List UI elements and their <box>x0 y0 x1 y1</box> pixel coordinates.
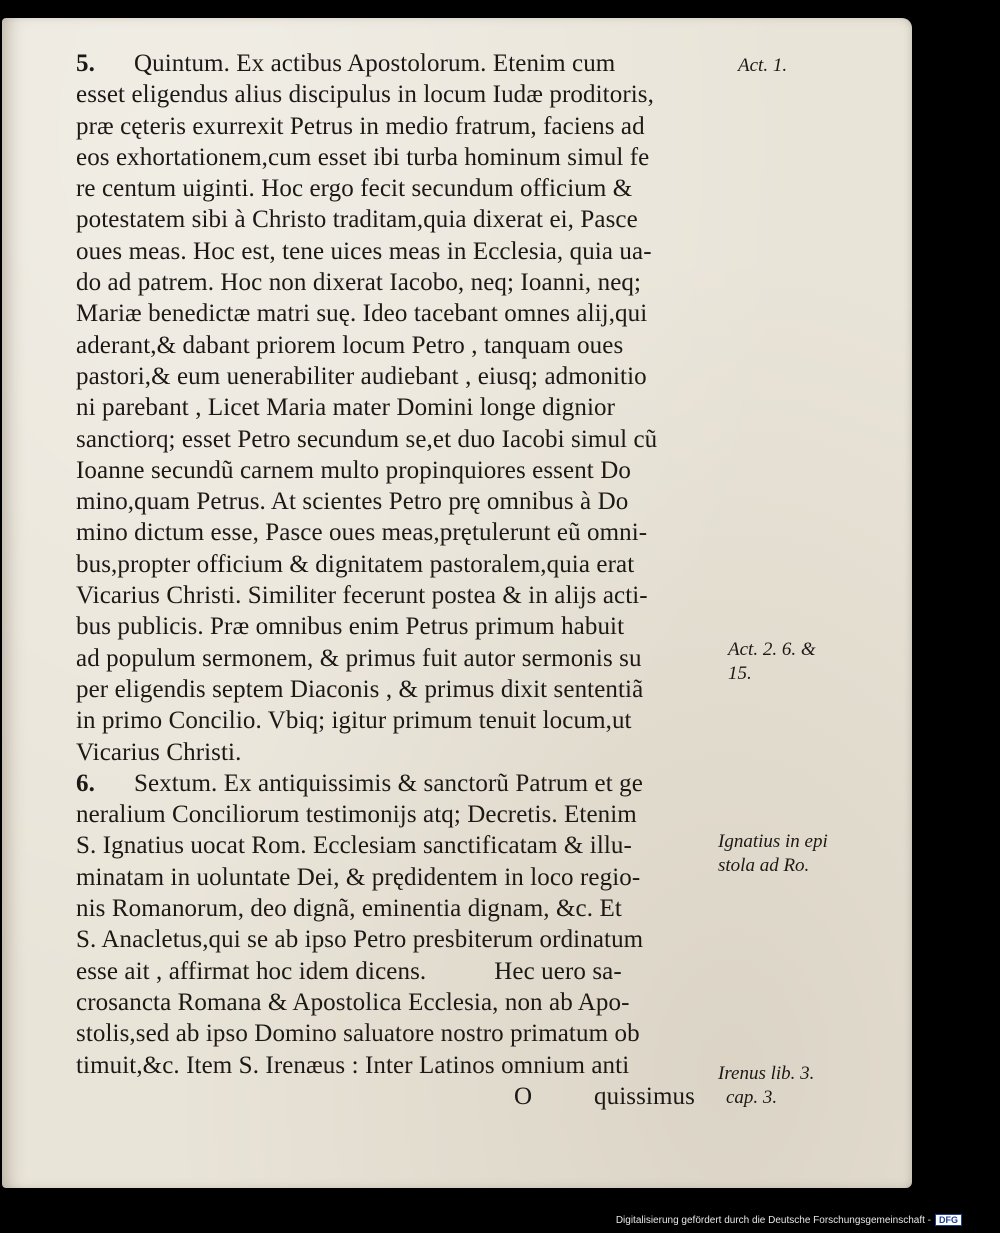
text-line: pastori,& eum uenerabiliter audiebant , eiusq; admonitio <box>76 362 647 390</box>
text-line: bus,propter officium & dignitatem pastoralem,quia erat <box>76 550 635 578</box>
catchword-line <box>76 1081 726 1112</box>
text-line: neralium Conciliorum testimonijs atq; Decretis. Etenim <box>76 801 637 829</box>
text-line: oues meas. Hoc est, tene uices meas in Ecclesia, quia ua- <box>76 237 652 265</box>
text-line: aderant,& dabant priorem locum Petro , tanquam oues <box>76 331 624 359</box>
text-line: re centum uiginti. Hoc ergo fecit secundum officium & <box>76 175 633 203</box>
text-line: stolis,sed ab ipso Domino saluatore nostro primatum ob <box>76 1020 640 1048</box>
dfg-logo: DFG <box>935 1214 962 1226</box>
text-line: mino dictum esse, Pasce oues meas,prętulerunt eũ omni- <box>76 519 648 547</box>
marginal-note-ignatius: Ignatius in epi stola ad Ro. <box>718 831 828 876</box>
text-line: ni parebant , Licet Maria mater Domini longe dignior <box>76 394 616 422</box>
text-line: do ad patrem. Hoc non dixerat Iacobo, neq; Ioanni, neq; <box>76 269 642 297</box>
footer-credit <box>616 1214 962 1226</box>
text-line: 6. Sextum. Ex antiquissimis & sanctorũ Patrum et ge <box>76 768 726 799</box>
credit-text: Digitalisierung gefördert durch die Deutsche Forschungsgemeinschaft - <box>615 1214 931 1226</box>
text-line: potestatem sibi à Christo traditam,quia dixerat ei, Pasce <box>76 206 638 234</box>
book-page <box>2 18 912 1188</box>
catchword: quissimus <box>594 1082 695 1110</box>
text-line: præ cęteris exurrexit Petrus in medio fratrum, faciens ad <box>76 112 645 140</box>
marginal-note-act1: Act. 1. <box>738 55 788 76</box>
text-line: eos exhortationem,cum esset ibi turba hominum simul fe <box>76 143 650 171</box>
section-marker: 6. <box>76 769 95 797</box>
signature-mark: O <box>514 1082 533 1110</box>
text-line: ad populum sermonem, & primus fuit autor sermonis su <box>76 644 642 672</box>
text-line: in primo Concilio. Vbiq; igitur primum tenuit locum,ut <box>76 707 632 735</box>
text-line: 5. Quintum. Ex actibus Apostolorum. Etenim cum <box>76 48 726 79</box>
text-line: S. Anacletus,qui se ab ipso Petro presbiterum ordinatum <box>76 926 644 954</box>
text-line: crosancta Romana & Apostolica Ecclesia, non ab Apo- <box>76 988 630 1016</box>
text-line: Vicarius Christi. Similiter fecerunt postea & in alijs acti- <box>76 582 648 610</box>
text-line: esse ait , affirmat hoc idem dicens. Hec uero sa- <box>76 957 622 985</box>
text-line: S. Ignatius uocat Rom. Ecclesiam sanctificatam & illu- <box>76 832 632 860</box>
text-line: timuit,&c. Item S. Irenæus : Inter Latinos omnium anti <box>76 1051 630 1079</box>
body-text <box>76 48 726 1112</box>
text-line: esset eligendus alius discipulus in locum Iudæ proditoris, <box>76 81 654 109</box>
marginal-note-irenaeus: Irenus lib. 3. cap. 3. <box>718 1063 815 1108</box>
text-line: Vicarius Christi. <box>76 738 242 766</box>
section-marker: 5. <box>76 50 95 77</box>
text-line: bus publicis. Præ omnibus enim Petrus primum habuit <box>76 613 625 641</box>
text-line: nis Romanorum, deo dignã, eminentia dignam, &c. Et <box>76 895 622 923</box>
text-line: Mariæ benedictæ matri suę. Ideo tacebant omnes alij,qui <box>76 300 648 328</box>
text-line: Ioanne secundũ carnem multo propinquiores essent Do <box>76 456 631 484</box>
marginal-note-act2: Act. 2. 6. & 15. <box>728 639 816 684</box>
text-line: minatam in uoluntate Dei, & prędidentem in loco regio- <box>76 863 641 891</box>
text-line: per eligendis septem Diaconis , & primus dixit sententiã <box>76 675 644 703</box>
text-line: sanctiorq; esset Petro secundum se,et duo Iacobi simul cũ <box>76 425 658 453</box>
text-line: mino,quam Petrus. At scientes Petro prę omnibus à Do <box>76 488 629 516</box>
